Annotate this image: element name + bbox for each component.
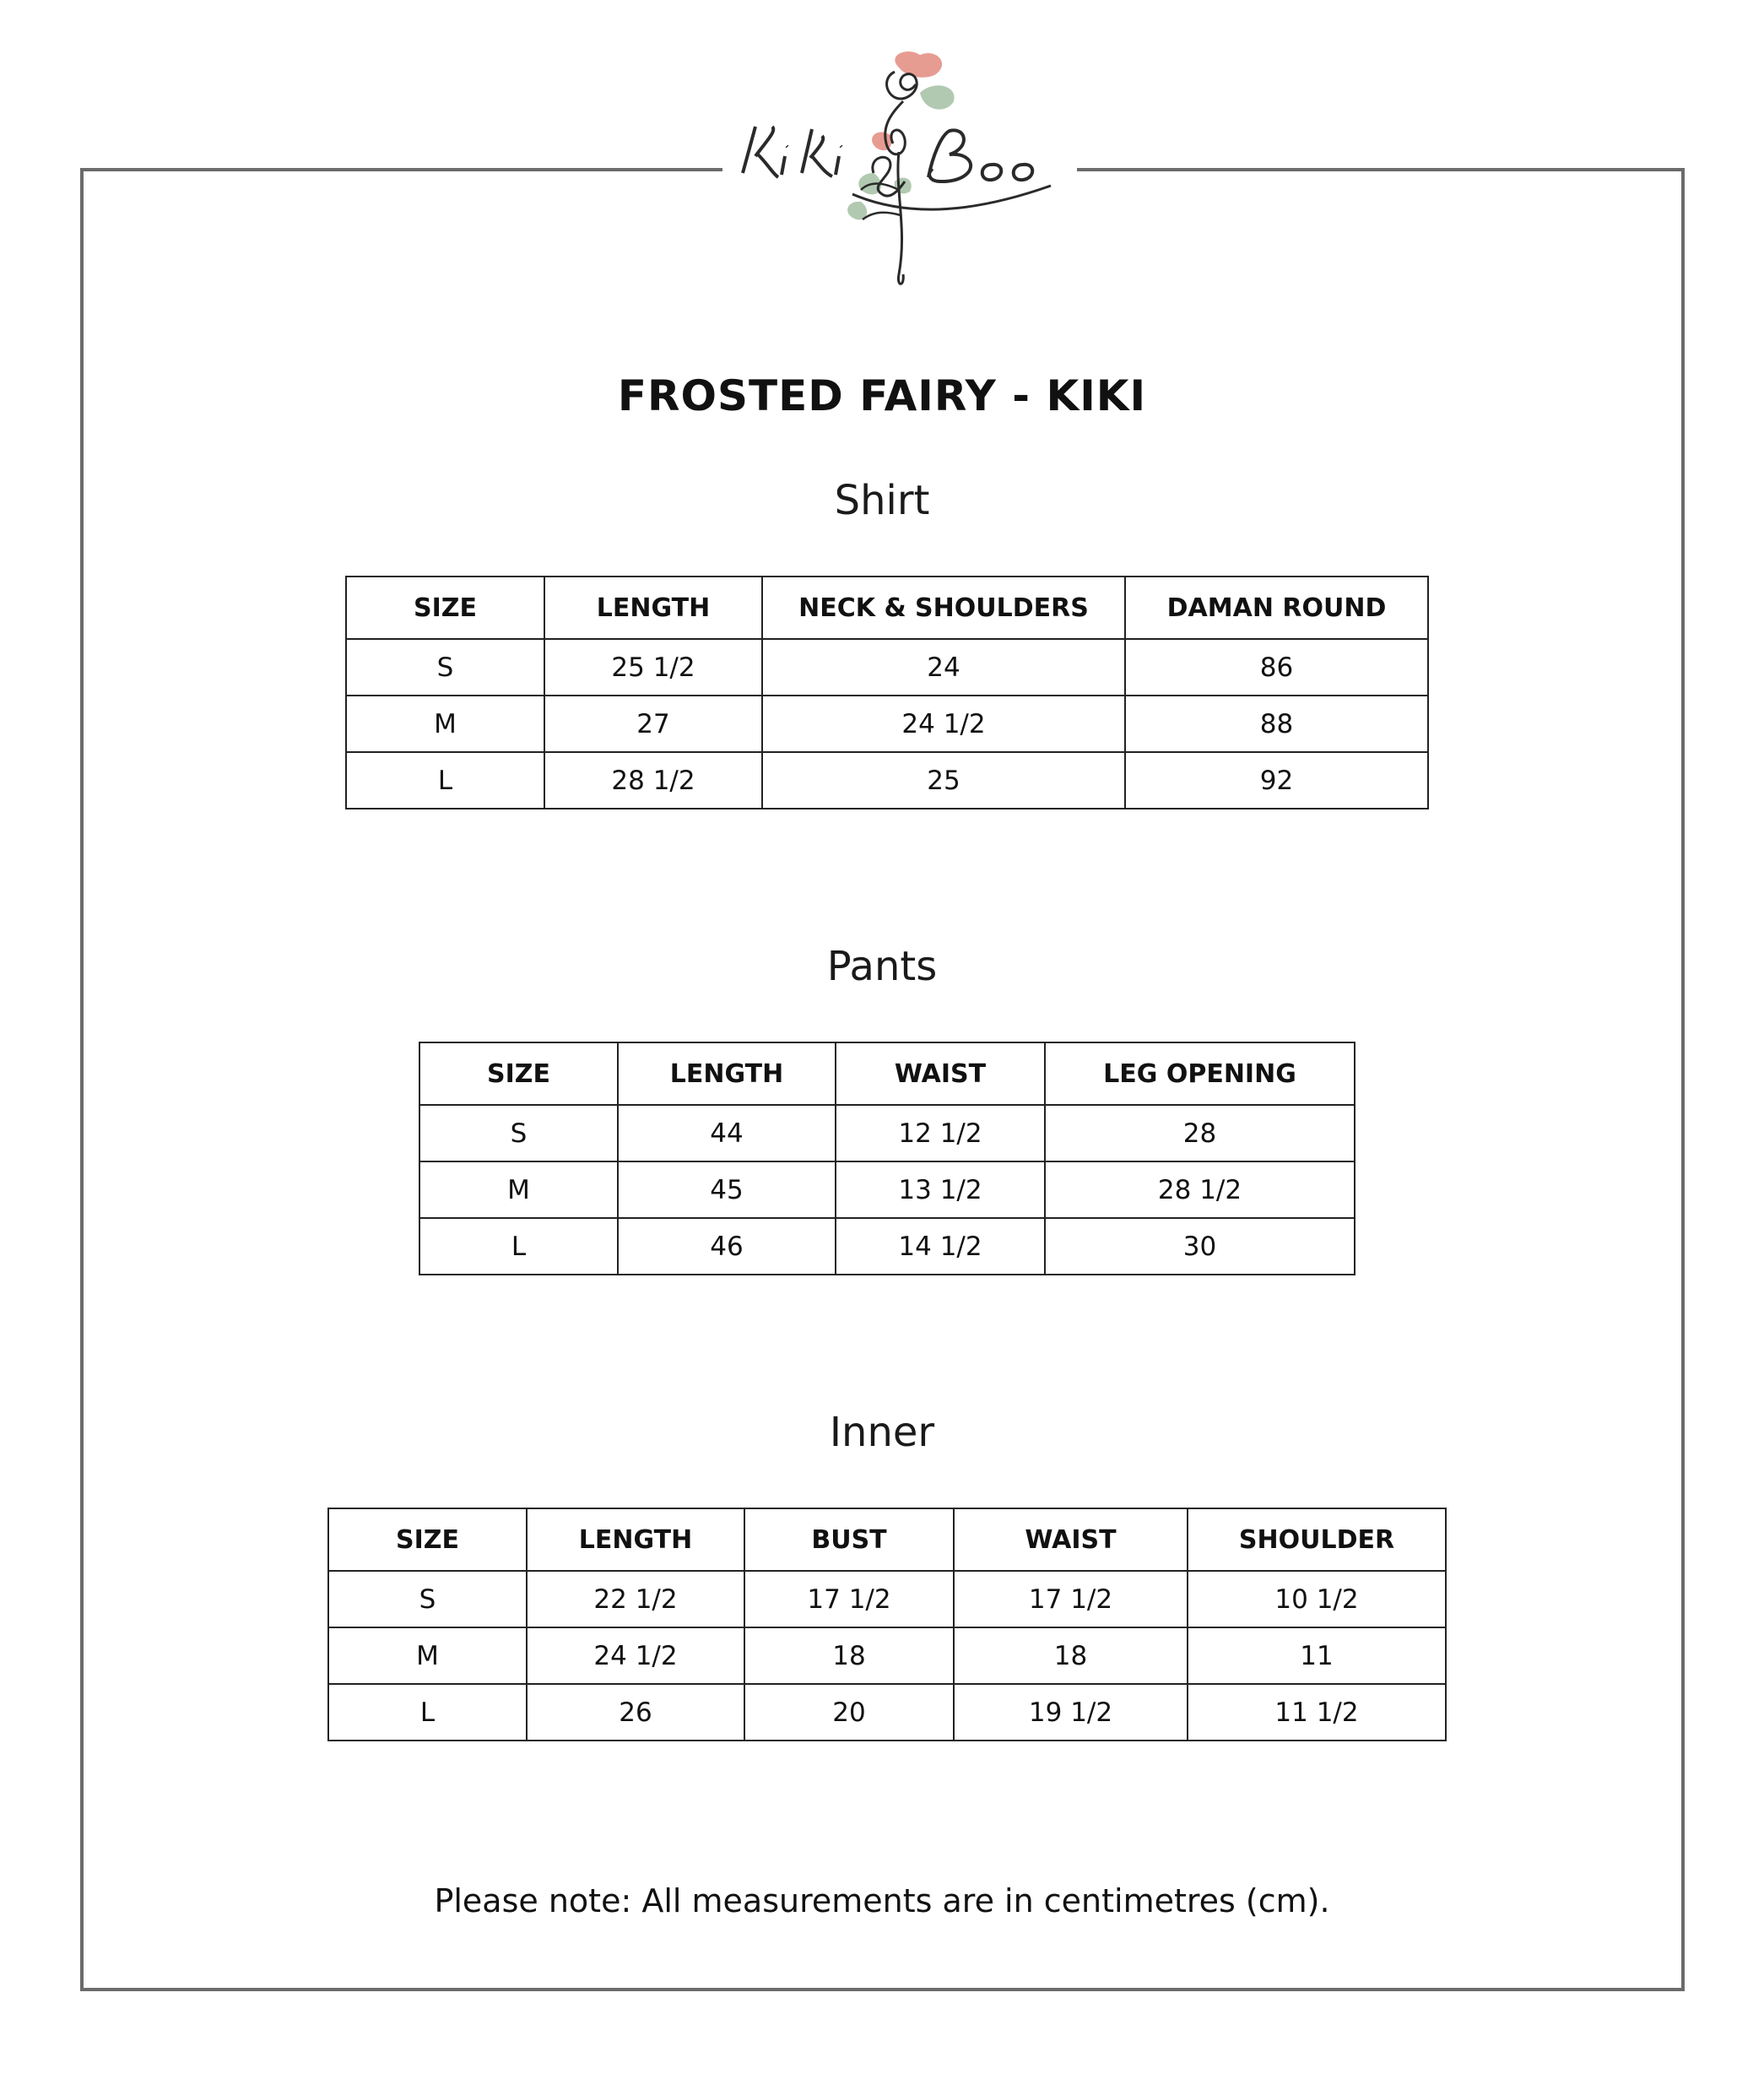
shirt-cell: 86 — [1125, 639, 1428, 696]
shirt-cell: 24 1/2 — [762, 696, 1125, 752]
table-row — [419, 1105, 1355, 1161]
pants-cell: 28 1/2 — [1045, 1161, 1355, 1218]
shirt-cell: 25 — [762, 752, 1125, 809]
table-header-row — [346, 577, 1428, 639]
pants-cell: 44 — [618, 1105, 836, 1161]
shirt-cell: 24 — [762, 639, 1125, 696]
pants-cell: M — [419, 1161, 618, 1218]
pants-cell: 12 1/2 — [836, 1105, 1045, 1161]
pants-col-leg-opening: LEG OPENING — [1045, 1042, 1355, 1105]
table-row — [328, 1571, 1446, 1627]
table-row — [346, 696, 1428, 752]
inner-cell: 17 1/2 — [744, 1571, 954, 1627]
shirt-col-neck-shoulders: NECK & SHOULDERS — [762, 577, 1125, 639]
inner-cell: L — [328, 1684, 527, 1741]
inner-col-length: LENGTH — [527, 1508, 744, 1571]
pants-cell: S — [419, 1105, 618, 1161]
table-header-row — [328, 1508, 1446, 1571]
inner-size-table — [327, 1508, 1447, 1741]
pants-size-table — [419, 1042, 1355, 1275]
inner-col-shoulder: SHOULDER — [1188, 1508, 1446, 1571]
inner-heading: Inner — [829, 1409, 935, 1456]
page-title: FROSTED FAIRY - KIKI — [617, 371, 1147, 420]
pants-cell: 28 — [1045, 1105, 1355, 1161]
inner-cell: 24 1/2 — [527, 1627, 744, 1684]
inner-cell: 18 — [954, 1627, 1188, 1684]
table-row — [328, 1627, 1446, 1684]
inner-cell: 11 — [1188, 1627, 1446, 1684]
table-row — [328, 1684, 1446, 1741]
inner-cell: 20 — [744, 1684, 954, 1741]
pants-cell: 30 — [1045, 1218, 1355, 1275]
shirt-col-size: SIZE — [346, 577, 544, 639]
shirt-cell: 28 1/2 — [544, 752, 762, 809]
inner-col-size: SIZE — [328, 1508, 527, 1571]
inner-col-bust: BUST — [744, 1508, 954, 1571]
table-row — [419, 1218, 1355, 1275]
inner-cell: 19 1/2 — [954, 1684, 1188, 1741]
shirt-cell: M — [346, 696, 544, 752]
shirt-col-daman-round: DAMAN ROUND — [1125, 577, 1428, 639]
kiki-and-boo-logo — [726, 46, 1072, 291]
pants-col-waist: WAIST — [836, 1042, 1045, 1105]
shirt-col-length: LENGTH — [544, 577, 762, 639]
inner-cell: S — [328, 1571, 527, 1627]
shirt-cell: 27 — [544, 696, 762, 752]
shirt-cell: 25 1/2 — [544, 639, 762, 696]
shirt-cell: 88 — [1125, 696, 1428, 752]
pants-cell: L — [419, 1218, 618, 1275]
inner-col-waist: WAIST — [954, 1508, 1188, 1571]
inner-cell: 10 1/2 — [1188, 1571, 1446, 1627]
pants-cell: 45 — [618, 1161, 836, 1218]
table-header-row — [419, 1042, 1355, 1105]
inner-cell: M — [328, 1627, 527, 1684]
shirt-heading: Shirt — [834, 477, 930, 524]
inner-cell: 26 — [527, 1684, 744, 1741]
table-row — [419, 1161, 1355, 1218]
pants-col-size: SIZE — [419, 1042, 618, 1105]
pants-heading: Pants — [826, 943, 938, 990]
pants-col-length: LENGTH — [618, 1042, 836, 1105]
table-row — [346, 752, 1428, 809]
inner-cell: 18 — [744, 1627, 954, 1684]
shirt-size-table — [345, 576, 1429, 809]
pants-cell: 46 — [618, 1218, 836, 1275]
pants-cell: 13 1/2 — [836, 1161, 1045, 1218]
shirt-cell: 92 — [1125, 752, 1428, 809]
shirt-cell: L — [346, 752, 544, 809]
pants-cell: 14 1/2 — [836, 1218, 1045, 1275]
inner-cell: 17 1/2 — [954, 1571, 1188, 1627]
measurement-note: Please note: All measurements are in centimetres (cm). — [434, 1882, 1330, 1919]
inner-cell: 22 1/2 — [527, 1571, 744, 1627]
shirt-cell: S — [346, 639, 544, 696]
inner-cell: 11 1/2 — [1188, 1684, 1446, 1741]
table-row — [346, 639, 1428, 696]
